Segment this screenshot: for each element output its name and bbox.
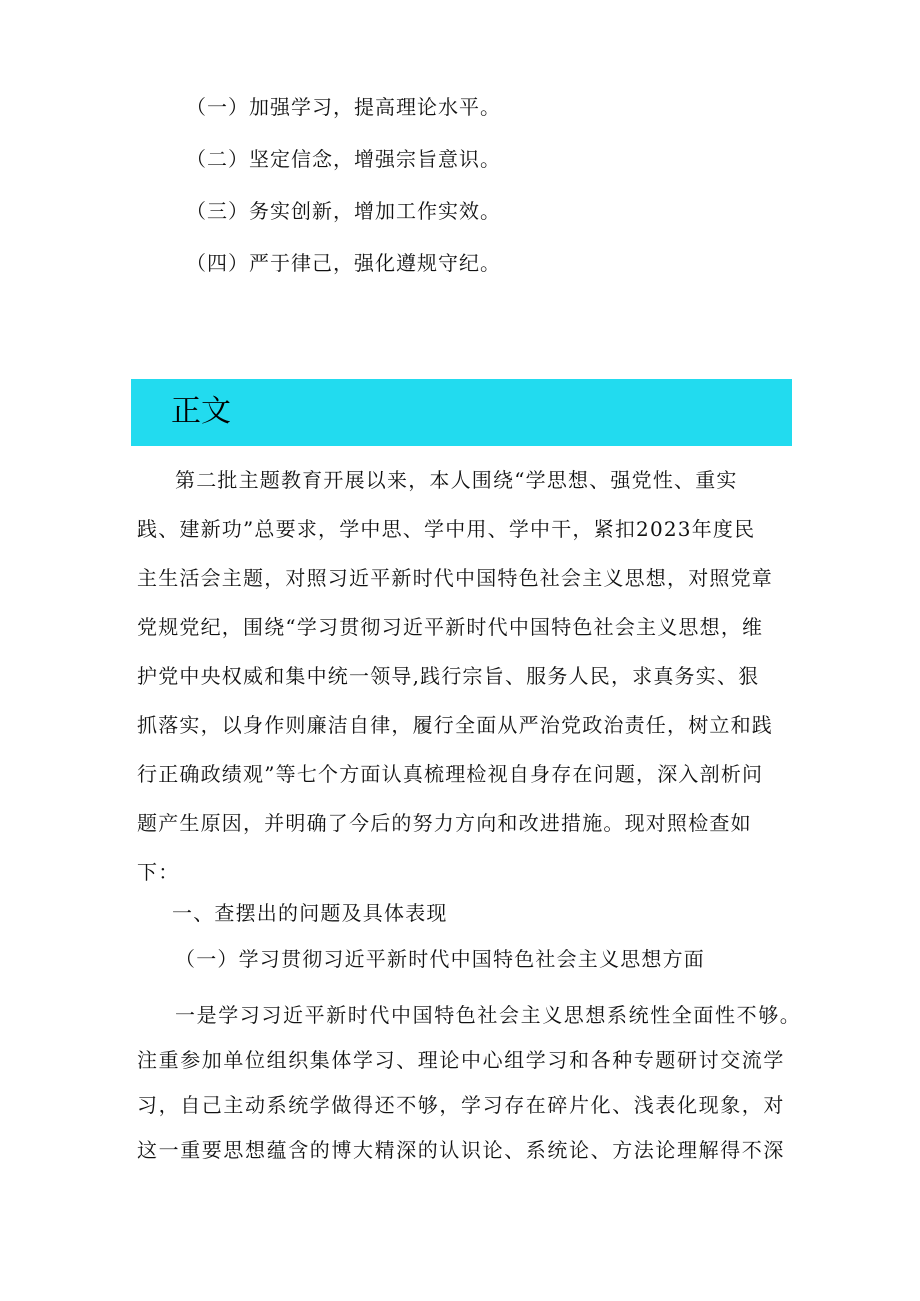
toc-item: （三）务实创新，增加工作实效。	[186, 199, 501, 223]
section-subheading: （一）学习贯彻习近平新时代中国特色社会主义思想方面	[175, 947, 705, 971]
text-line: 一是学习习近平新时代中国特色社会主义思想系统性全面性不够。	[175, 1003, 802, 1027]
text-line: 第二批主题教育开展以来，本人围绕“学思想、强党性、重实	[175, 468, 738, 492]
section-heading: 一、查摆出的问题及具体表现	[172, 901, 448, 925]
section-paragraph	[137, 991, 817, 1171]
toc-list	[186, 94, 786, 302]
text-line: 党规党纪，围绕“学习贯彻习近平新时代中国特色社会主义思想，维	[137, 615, 764, 639]
text-line: 主生活会主题，对照习近平新时代中国特色社会主义思想，对照党章	[137, 566, 773, 590]
text-line: 抓落实，以身作则廉洁自律，履行全面从严治党政治责任，树立和践	[137, 713, 773, 737]
toc-item: （四）严于律己，强化遵规守纪。	[186, 251, 501, 275]
section-banner	[131, 379, 792, 446]
intro-paragraph	[137, 456, 797, 897]
text-line: 护党中央权威和集中统一领导,践行宗旨、服务人民，求真务实、狠	[137, 664, 760, 688]
text-line: 行正确政绩观”等七个方面认真梳理检视自身存在问题，深入剖析问	[137, 762, 764, 786]
text-line: 题产生原因，并明确了今后的努力方向和改进措施。现对照检查如	[137, 811, 752, 835]
banner-title: 正文	[171, 394, 231, 429]
text-line: 这一重要思想蕴含的博大精深的认识论、系统论、方法论理解得不深	[137, 1138, 785, 1162]
text-line: 下：	[137, 860, 180, 884]
text-line: 践、建新功”总要求，学中思、学中用、学中干，紧扣2023年度民	[137, 517, 756, 541]
toc-item: （二）坚定信念，增强宗旨意识。	[186, 147, 501, 171]
text-line: 注重参加单位组织集体学习、理论中心组学习和各种专题研讨交流学	[137, 1048, 785, 1072]
toc-item: （一）加强学习，提高理论水平。	[186, 95, 501, 119]
text-line: 习，自己主动系统学做得还不够，学习存在碎片化、浅表化现象，对	[137, 1093, 785, 1117]
